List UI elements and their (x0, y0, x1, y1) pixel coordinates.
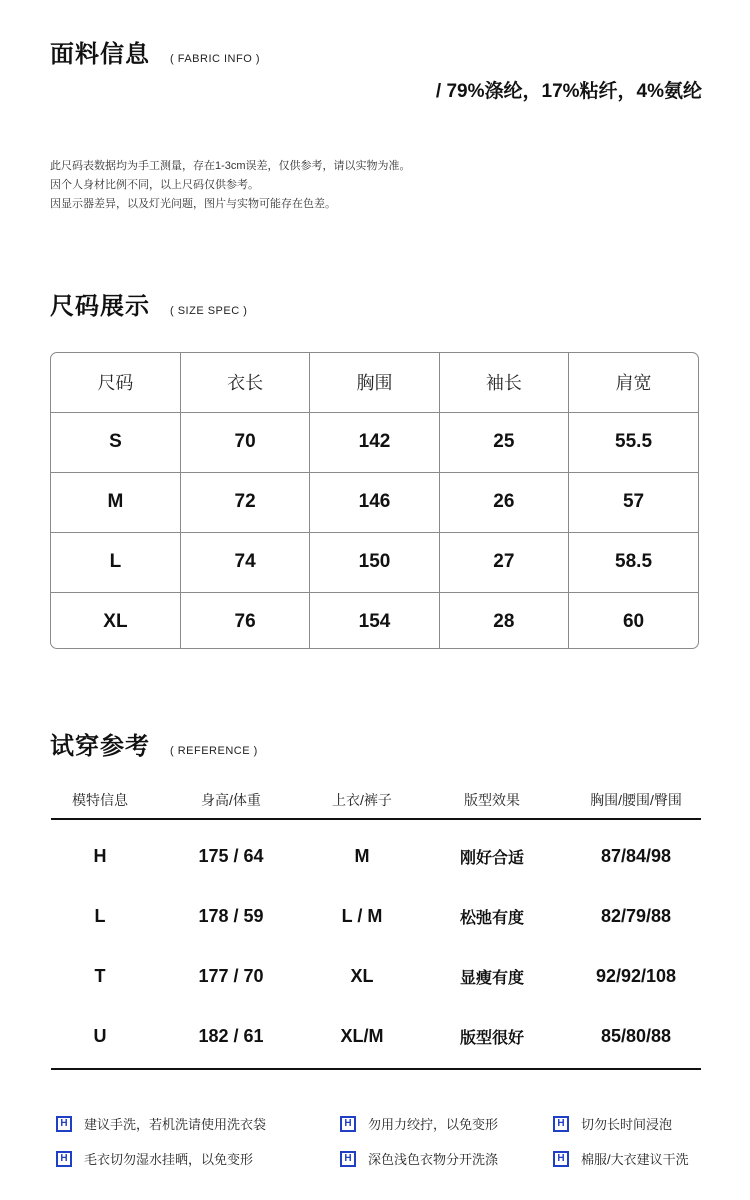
size-table-row (51, 412, 698, 472)
fabric-composition: / 79%涤纶，17%粘纤，4%氨纶 (435, 81, 702, 102)
size-cell: 154 (310, 592, 439, 649)
care-h-icon: H (340, 1116, 356, 1132)
reference-header-cell: 胸围/腰围/臀围 (590, 792, 682, 808)
care-instructions (56, 1114, 716, 1184)
reference-cell: 87/84/98 (600, 845, 672, 866)
reference-cell: 92/92/108 (595, 965, 677, 986)
reference-cell: 175 / 64 (198, 845, 264, 866)
measurement-notes (50, 157, 411, 214)
size-table-row (51, 472, 698, 532)
care-h-icon: H (553, 1151, 569, 1167)
reference-cell: 177 / 70 (198, 965, 264, 986)
reference-header-cell: 身高/体重 (201, 792, 261, 808)
reference-table-body (50, 826, 700, 1066)
size-cell: 27 (439, 532, 568, 592)
reference-cell: 82/79/88 (600, 905, 672, 926)
size-cell: 70 (180, 412, 309, 472)
reference-cell: XL/M (340, 1025, 384, 1046)
care-text: 勿用力绞拧，以免变形 (368, 1117, 499, 1132)
size-cell: 26 (439, 472, 568, 532)
size-header-cell: 尺码 (51, 353, 180, 412)
care-h-icon: H (553, 1116, 569, 1132)
size-cell: 142 (310, 412, 439, 472)
size-table-row (51, 532, 698, 592)
fabric-section-title (50, 34, 260, 69)
care-text: 毛衣切勿湿水挂晒，以免变形 (84, 1152, 254, 1167)
reference-bottom-rule (51, 1068, 701, 1070)
size-cell: 150 (310, 532, 439, 592)
care-h-icon: H (56, 1116, 72, 1132)
size-table (50, 352, 699, 649)
reference-cell: 松弛有度 (459, 909, 524, 927)
reference-cell: 刚好合适 (459, 849, 524, 867)
size-cell: 146 (310, 472, 439, 532)
size-cell: 74 (180, 532, 309, 592)
reference-cell: 178 / 59 (198, 905, 264, 926)
size-cell: 58.5 (569, 532, 698, 592)
reference-cell: XL (350, 965, 374, 986)
care-item (553, 1149, 689, 1168)
size-table-row (51, 592, 698, 649)
reference-cell: H (93, 845, 107, 866)
care-item (340, 1114, 498, 1133)
reference-row (50, 826, 700, 886)
note-line: 因个人身材比例不同，以上尺码仅供参考。 (50, 179, 259, 191)
size-subtitle: ( SIZE SPEC ) (170, 305, 248, 317)
fabric-title: 面料信息 (50, 41, 150, 68)
size-cell: 28 (439, 592, 568, 649)
size-cell: M (51, 472, 180, 532)
size-section-title (50, 286, 247, 321)
reference-cell: U (93, 1025, 107, 1046)
note-line: 此尺码表数据均为手工测量，存在1-3cm误差，仅供参考，请以实物为准。 (50, 160, 411, 172)
care-item (340, 1149, 498, 1168)
reference-section-title (50, 726, 258, 761)
size-title: 尺码展示 (50, 293, 150, 320)
care-row (56, 1149, 716, 1184)
size-table-header (51, 353, 698, 412)
reference-cell: L (94, 905, 106, 926)
reference-cell: 182 / 61 (198, 1025, 264, 1046)
care-h-icon: H (56, 1151, 72, 1167)
care-h-icon: H (340, 1151, 356, 1167)
reference-cell: M (354, 845, 370, 866)
reference-subtitle: ( REFERENCE ) (170, 745, 258, 757)
reference-top-rule (51, 818, 701, 820)
reference-cell: 版型很好 (459, 1029, 524, 1047)
care-item (56, 1149, 253, 1168)
reference-table-header (50, 790, 700, 810)
reference-header-cell: 版型效果 (464, 792, 520, 808)
size-cell: L (51, 532, 180, 592)
care-item (56, 1114, 266, 1133)
care-item (553, 1114, 672, 1133)
reference-header-cell: 上衣/裤子 (332, 792, 392, 808)
care-text: 建议手洗，若机洗请使用洗衣袋 (84, 1117, 267, 1132)
care-row (56, 1114, 716, 1149)
size-cell: S (51, 412, 180, 472)
reference-row (50, 1006, 700, 1066)
note-line: 因显示器差异，以及灯光问题，图片与实物可能存在色差。 (50, 198, 336, 210)
size-cell: 55.5 (569, 412, 698, 472)
reference-title: 试穿参考 (50, 733, 150, 760)
size-header-cell: 衣长 (180, 353, 309, 412)
size-cell: 25 (439, 412, 568, 472)
reference-row (50, 886, 700, 946)
care-text: 深色浅色衣物分开洗涤 (368, 1152, 499, 1167)
size-header-cell: 胸围 (310, 353, 439, 412)
size-cell: 76 (180, 592, 309, 649)
size-cell: 72 (180, 472, 309, 532)
size-cell: 60 (622, 611, 645, 633)
reference-row (50, 946, 700, 1006)
fabric-subtitle: ( FABRIC INFO ) (170, 53, 260, 65)
size-cell: XL (51, 592, 180, 649)
care-text: 切勿长时间浸泡 (581, 1117, 673, 1132)
care-text: 棉服/大衣建议干洗 (581, 1152, 689, 1167)
size-header-cell: 肩宽 (569, 353, 698, 412)
size-header-cell: 袖长 (439, 353, 568, 412)
reference-cell: 85/80/88 (600, 1025, 672, 1046)
reference-cell: 显瘦有度 (459, 969, 524, 987)
reference-cell: L / M (341, 905, 383, 926)
reference-header-cell: 模特信息 (72, 792, 128, 808)
reference-cell: T (94, 965, 106, 986)
size-cell: 57 (569, 472, 698, 532)
